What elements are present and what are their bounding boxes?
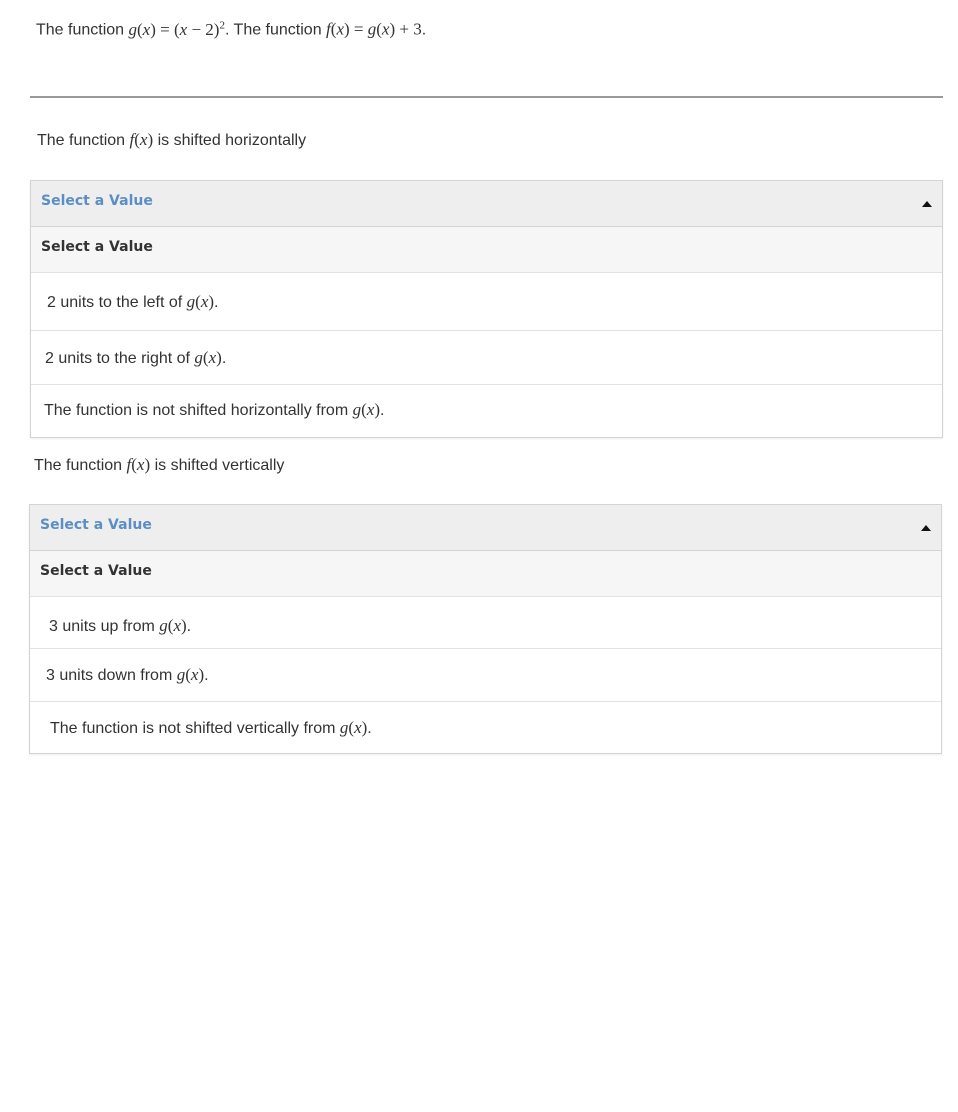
option-text-before: The function is not shifted vertically from: [50, 720, 340, 737]
question-text-before: The function: [37, 132, 130, 149]
caret-up-icon: [922, 201, 932, 207]
g-of-x-math: g(x): [186, 292, 215, 311]
option-text-before: 3 units down from: [46, 667, 177, 684]
option-text-before: The function is not shifted horizontally from: [44, 402, 353, 419]
option-no-horizontal-shift[interactable]: [31, 385, 942, 437]
option-down-3[interactable]: [30, 649, 941, 702]
dropdown-placeholder-option[interactable]: [30, 551, 941, 597]
option-text-after: .: [214, 294, 219, 311]
prompt-mid: . The function: [224, 21, 327, 39]
option-text-after: .: [204, 667, 209, 684]
option-text-before: 2 units to the right of: [45, 350, 195, 367]
g-of-x-math: g(x): [194, 348, 222, 367]
option-text-after: .: [221, 350, 227, 367]
question-text-after: is shifted vertically: [150, 457, 285, 474]
option-text-before: 2 units to the left of: [47, 294, 187, 311]
dropdown-selected-label: Select a Value: [41, 193, 153, 209]
horizontal-shift-dropdown[interactable]: [30, 180, 943, 438]
placeholder-label: Select a Value: [41, 239, 153, 255]
g-definition-math: $g(x) = (x - 2)^2$: [128, 19, 225, 39]
option-text-after: .: [367, 720, 372, 737]
option-text: [44, 399, 384, 422]
option-no-vertical-shift[interactable]: [30, 702, 941, 753]
f-definition-math: f(x) = g(x) + 3: [326, 19, 422, 39]
option-text: [49, 615, 191, 638]
g-of-x-math: g(x): [352, 400, 380, 419]
option-text: [46, 664, 209, 687]
dropdown-selected-label: Select a Value: [40, 517, 152, 533]
question-text-after: is shifted horizontally: [153, 132, 307, 149]
f-of-x-math: f(x): [126, 455, 151, 474]
option-text: [47, 291, 218, 314]
option-text-after: .: [186, 618, 192, 635]
f-of-x-math: f(x): [129, 130, 154, 149]
dropdown-toggle[interactable]: [31, 181, 942, 227]
problem-statement: [36, 14, 426, 42]
dropdown-toggle[interactable]: [30, 505, 941, 551]
divider: [30, 96, 943, 98]
question-text-before: The function: [34, 457, 127, 474]
option-text-before: 3 units up from: [49, 618, 160, 635]
question-horizontal: [37, 129, 306, 152]
option-text-after: .: [379, 402, 385, 419]
option-text: [45, 347, 226, 370]
prompt-tail: .: [421, 21, 427, 39]
caret-up-icon: [921, 525, 931, 531]
placeholder-label: Select a Value: [40, 563, 152, 579]
option-text: [50, 717, 372, 740]
prompt-lead: The function: [36, 21, 129, 39]
option-left-2[interactable]: [31, 273, 942, 331]
question-vertical: [34, 454, 284, 477]
option-up-3[interactable]: [30, 597, 941, 649]
g-of-x-math: g(x): [176, 665, 205, 684]
option-right-2[interactable]: [31, 331, 942, 385]
g-of-x-math: g(x): [159, 616, 187, 635]
g-of-x-math: g(x): [339, 718, 368, 737]
dropdown-placeholder-option[interactable]: [31, 227, 942, 273]
vertical-shift-dropdown[interactable]: [29, 504, 942, 754]
